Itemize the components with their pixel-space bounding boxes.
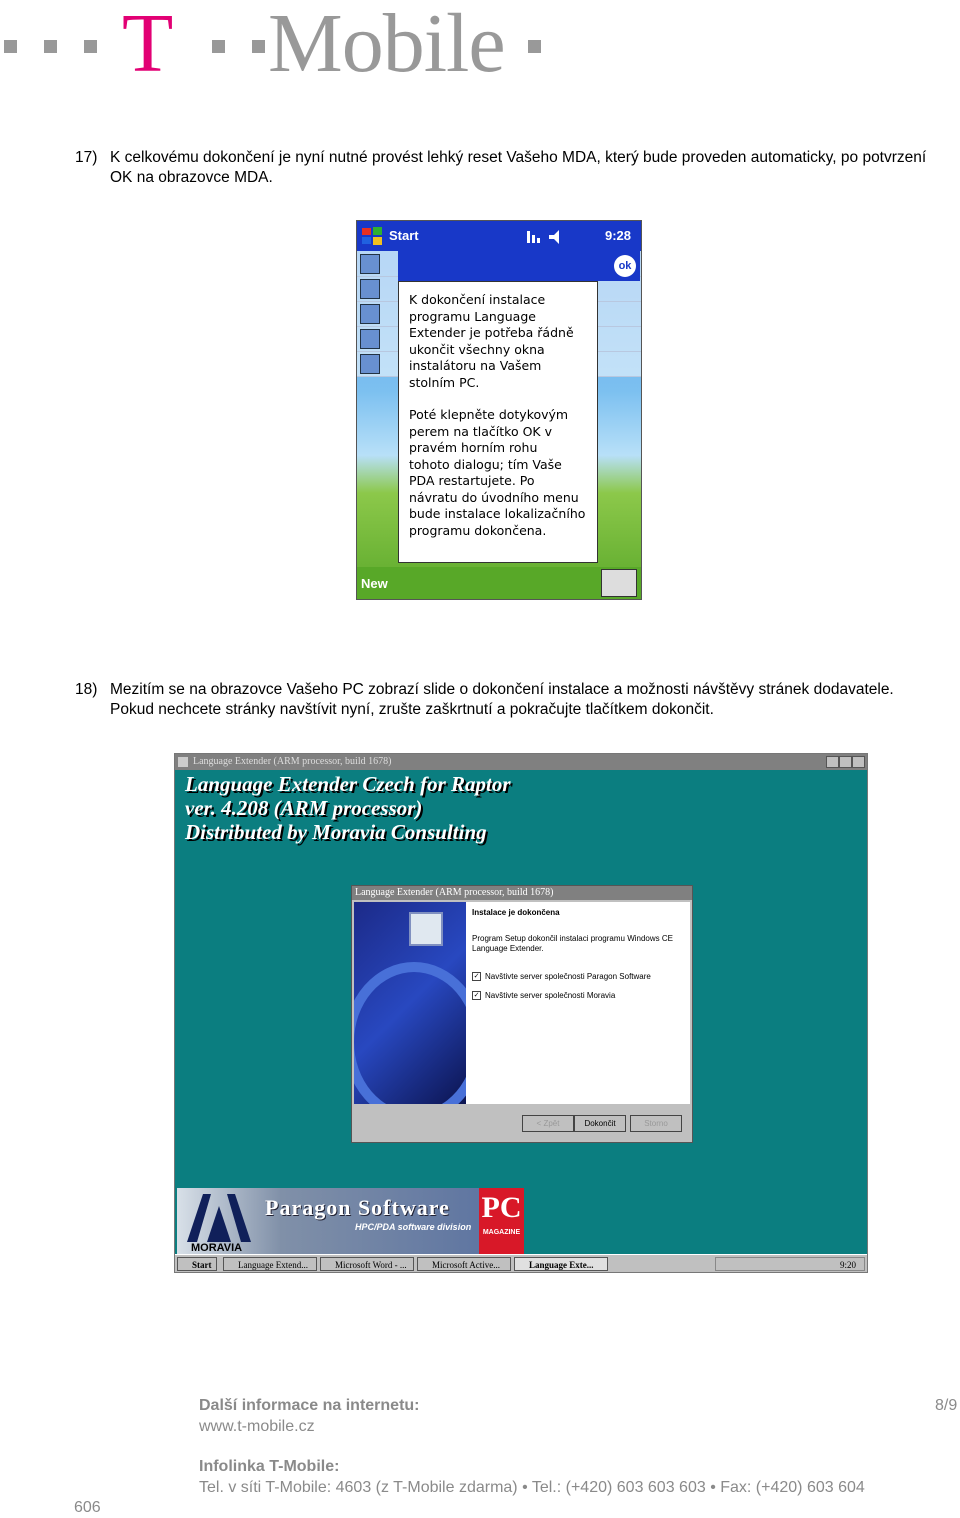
document-code: 606 — [74, 1499, 101, 1516]
wizard-body — [466, 902, 690, 1104]
arrow-shape — [354, 962, 466, 1104]
footer-hotline-text: Tel. v síti T-Mobile: 4603 (z T-Mobile zdarma) • Tel.: (+420) 603 603 603 • Fax: (+420) 603 604 — [199, 1479, 865, 1496]
pc-magazine-logo — [479, 1188, 524, 1254]
calendar-icon — [360, 304, 380, 324]
tray-clock: 9:20 — [839, 1260, 856, 1270]
dialog-paragraph: Poté klepněte dotykovým perem na tlačítko OK v pravém horním rohu tohoto dialogu; tím Vaše PDA restartujete. Po návratu do úvodního menu bude instalace lokalizačního programu dokončena. — [409, 407, 586, 538]
step-number: 18) — [75, 681, 98, 698]
footer-info-label: Další informace na internetu: — [199, 1397, 420, 1414]
finish-button[interactable]: Dokončit — [574, 1115, 626, 1132]
moravia-logo-icon — [185, 1192, 253, 1244]
checkbox-moravia[interactable] — [472, 991, 615, 1001]
computer-icon — [409, 912, 443, 946]
setup-art-icon — [354, 902, 466, 1104]
cancel-button[interactable]: Storno — [630, 1115, 682, 1132]
checkbox-paragon[interactable] — [472, 972, 651, 982]
checkbox-label: Navštivte server společnosti Moravia — [485, 991, 616, 1000]
logo-dot — [528, 40, 541, 53]
window-titlebar — [175, 754, 867, 770]
owner-icon — [360, 279, 380, 299]
windows-flag-icon — [361, 226, 383, 246]
dialog-paragraph: K dokončení instalace programu Language Extender je potřeba řádně ukončit všechny okna instalátoru na Vašem stolním PC. — [409, 292, 574, 390]
start-button[interactable]: Start — [177, 1257, 217, 1271]
minimize-icon[interactable] — [826, 756, 839, 768]
taskbar-item[interactable]: Microsoft Word - ... — [320, 1257, 414, 1271]
checkbox-checked-icon[interactable]: ✓ — [473, 973, 480, 981]
step-number: 17) — [75, 149, 98, 166]
app-icon — [178, 757, 188, 767]
taskbar-item-active[interactable]: Language Exte... — [514, 1257, 608, 1271]
logo-dot — [84, 40, 97, 53]
maximize-icon[interactable] — [839, 756, 852, 768]
logo-dot — [44, 40, 57, 53]
logo-dot — [4, 40, 17, 53]
pda-dialog-header — [398, 251, 640, 281]
page-number: 8/9 — [935, 1397, 958, 1414]
pda-dialog — [398, 281, 598, 563]
checkbox-checked-icon[interactable]: ✓ — [473, 992, 480, 1000]
wizard-dialog — [351, 885, 693, 1143]
pda-taskbar — [357, 221, 641, 251]
wizard-heading: Instalace je dokončena — [472, 908, 560, 917]
paragon-logo: Paragon Software — [265, 1195, 450, 1220]
logo-word: Mobile — [268, 0, 505, 90]
footer-hotline-label: Infolinka T-Mobile: — [199, 1458, 340, 1475]
pda-start-label[interactable]: Start — [389, 228, 419, 243]
logo-t: T — [122, 0, 174, 90]
system-tray — [715, 1257, 865, 1271]
pc-sub-label: MAGAZINE — [482, 1229, 521, 1236]
signal-volume-icon — [527, 229, 567, 245]
step-text: Mezitím se na obrazovce Vašeho PC zobrazí slide o dokončení instalace a možnosti návštěvy stránek dodavatele. Pokud nechcete stránky navštívit nyní, zrušte zaškrtnutí a pokračujte tlačítkem dokončit. — [110, 681, 894, 718]
windows-taskbar — [175, 1254, 867, 1273]
pda-clock: 9:28 — [604, 228, 631, 243]
close-icon[interactable] — [852, 756, 865, 768]
paragon-subtitle: HPC/PDA software division — [355, 1222, 472, 1232]
logo-dot — [252, 40, 265, 53]
window-title: Language Extender (ARM processor, build 1678) — [193, 756, 392, 767]
sponsor-banner — [177, 1188, 524, 1254]
pda-screenshot — [356, 220, 642, 600]
installer-distributor: Distributed by Moravia Consulting — [185, 820, 487, 844]
step-text: K celkovému dokončení je nyní nutné provést lehký reset Vašeho MDA, který bude proveden automaticky, po potvrzení OK na obrazovce MDA. — [110, 149, 927, 186]
footer-url[interactable]: www.t-mobile.cz — [199, 1418, 315, 1435]
installer-version: ver. 4.208 (ARM processor) — [185, 796, 423, 820]
keyboard-icon[interactable] — [601, 569, 637, 597]
tasks-icon — [360, 354, 380, 374]
logo-dot — [212, 40, 225, 53]
clock-icon — [360, 254, 380, 274]
checkbox-label: Navštivte server společnosti Paragon Software — [485, 972, 651, 981]
ok-button[interactable]: ok — [614, 255, 636, 277]
desktop-screenshot — [174, 753, 868, 1273]
pda-menu-bar — [357, 567, 641, 599]
installer-heading: Language Extender Czech for Raptor — [185, 772, 511, 796]
taskbar-item[interactable]: Language Extend... — [223, 1257, 317, 1271]
wizard-title: Language Extender (ARM processor, build 1678) — [352, 886, 692, 900]
new-menu[interactable]: New — [361, 576, 388, 591]
moravia-label: MORAVIA — [191, 1242, 243, 1254]
inbox-icon — [360, 329, 380, 349]
wizard-text: Program Setup dokončil instalaci programu Windows CE Language Extender. — [472, 934, 673, 953]
taskbar-item[interactable]: Microsoft Active... — [417, 1257, 511, 1271]
back-button[interactable]: < Zpět — [522, 1115, 574, 1132]
pc-label: PC — [481, 1191, 522, 1224]
